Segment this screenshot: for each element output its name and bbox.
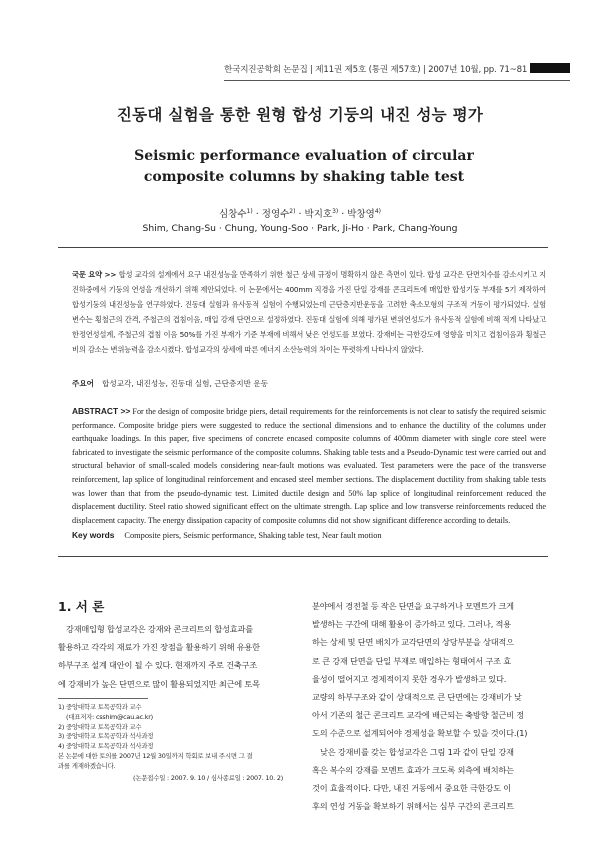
author-4: 박창영	[347, 209, 375, 220]
author-4-mark: 4)	[374, 207, 381, 215]
body-line: 것이 효율적이다. 다만, 내진 거동에서 중요한 극한강도 이	[312, 783, 511, 794]
footnote-item: 2) 중앙대학교 토목공학과 교수	[58, 722, 142, 731]
body-line: 발생하는 구간에 대해 활용이 증가하고 있다. 그러나, 적용	[312, 619, 511, 630]
keywords-english	[72, 530, 546, 540]
author-separator: ·	[295, 209, 305, 220]
author-2: 정영수	[261, 209, 290, 220]
keywords-korean-label: 주요어	[72, 379, 95, 388]
abstract-english-label: ABSTRACT >>	[72, 406, 131, 416]
abstract-bottom-rule	[58, 556, 548, 557]
body-line: 율성이 떨어지고 경제적이지 못한 경우가 발생하고 있다.	[312, 673, 507, 684]
footnote-item: 1) 중앙대학교 토목공학과 교수	[58, 703, 142, 711]
keywords-english-label: Key words	[72, 530, 115, 540]
body-line: 낮은 강재비를 갖는 합성교각은 그림 1과 같이 단일 강재	[320, 746, 514, 757]
body-line: 교량의 하부구조와 같이 상대적으로 큰 단면에는 강재비가 낮	[312, 692, 522, 703]
abstract-korean-label: 국문 요약 >>	[72, 270, 117, 279]
abstract-korean-text: 합성 교각의 설계에서 요구 내진성능을 만족하기 위한 철근 상세 규정이 명확하지 않은 측면이 있다. 합성 교각은 단면치수를 감소시키고 지진하중에서 기둥의 연성을 개선하기 위해 제안되었다. 이 논문에서는 400mm 직경을 가진 단일 강재를 콘크리트에 매입한 합성기둥 부재를 5기 제작하여 합성기둥의 내진성능을 연구하였다. 진동대 실험과 유사동적 실험이 수행되었는데 근단층지반운동을 고려한 축소모형의 구조적 거동이 평가되었다. 실험 변수는 횡철근의 간격, 주철근의 겹침이음, 매입 강재 단면으로 설정하였다. 진동대 실험에 의해 평가된 변위연성도가 유사동적 실험에 비해 적게 나타났고 한정연성설계, 주철근의 겹침 이음 50%를 가진 부재가 기준 부재에 비해서 낮은 연성도를 보였다. 강재비는 극한강도에 영향을 미치고 겹침이음과 횡철근 비의 감소는 변위능력을 감소시켰다. 합성교각의 상세에 따른 에너지 소산능력의 차이는 뚜렷하게 나타나지 않았다.	[72, 270, 547, 355]
footnote-item: 4) 중앙대학교 토목공학과 석사과정	[58, 742, 154, 751]
journal-header	[224, 63, 574, 77]
section-heading-introduction: 1. 서 론	[58, 599, 105, 614]
body-line: 혹은 복수의 강재를 모멘트 효과가 크도록 외측에 배치하는	[312, 764, 514, 775]
author-1-mark: 1)	[246, 207, 253, 215]
body-line: 로 큰 강재 단면을 단일 부재로 매입하는 형태여서 구조 효	[312, 655, 511, 666]
footnote-item: 3) 중앙대학교 토목공학과 석사과정	[58, 732, 154, 741]
body-line: 에 강재비가 높은 단면으로 많이 활용되었지만 최근에 토목	[58, 678, 260, 689]
abstract-korean	[72, 267, 546, 358]
footnote-item: 과를 게재하겠습니다.	[58, 761, 116, 770]
keywords-korean	[72, 378, 546, 389]
redacted-block	[530, 63, 570, 73]
body-line: 하부구조 설계 대안이 될 수 있다. 현재까지 주로 건축구조	[58, 660, 257, 671]
body-line: 분야에서 경전철 등 작은 단면을 요구하거나 모멘트가 크게	[312, 601, 514, 611]
footnote-item: (대표저자: csshim@cau.ac.kr)	[66, 712, 153, 721]
title-english: Seismic performance evaluation of circular composite columns by shaking table test	[134, 148, 474, 185]
author-2-mark: 2)	[289, 207, 296, 215]
title-korean: 진동대 실험을 통한 원형 합성 기둥의 내진 성능 평가	[116, 106, 484, 124]
keywords-korean-text: 합성교각, 내진성능, 진동대 실험, 근단층지반 운동	[102, 379, 269, 388]
body-line: 도의 수준으로 설계되어야 경제성을 확보할 수 있을 것이다.(1)	[312, 728, 528, 739]
author-separator: ·	[252, 209, 262, 220]
footnote-item: 본 논문에 대한 토의를 2007년 12월 30일까지 학회로 보내 주시면 그 결	[58, 751, 253, 760]
author-3: 박지호	[304, 209, 333, 220]
abstract-top-rule	[58, 247, 548, 248]
author-3-mark: 3)	[332, 207, 339, 215]
received-dates: (논문접수일 : 2007. 9. 10 / 심사종료일 : 2007. 10. 2)	[133, 773, 283, 782]
journal-citation: 한국지진공학회 논문집 | 제11권 제5호 (통권 제57호) | 2007년 10월, pp. 71~81	[224, 65, 528, 75]
body-line: 강재매입형 합성교각은 강재와 콘크리트의 합성효과를	[66, 624, 253, 634]
body-line: 후의 연성 거동을 확보하기 위해서는 심부 구간의 콘크리트	[312, 801, 514, 812]
footnote-rule	[58, 698, 148, 699]
body-left-column	[58, 620, 298, 693]
header-rule	[224, 80, 570, 81]
abstract-english	[72, 405, 546, 527]
body-line: 하는 상세 및 단면 배치가 교각단면의 상당부분을 상대적으	[312, 637, 514, 648]
body-line: 아서 기존의 철근 콘크리트 교각에 배근되는 축방향 철근비 정	[312, 710, 524, 721]
author-1: 심창수	[219, 209, 247, 220]
authors-english: Shim, Chang-Su · Chung, Young-Soo · Park, Ji-Ho · Park, Chang-Young	[142, 223, 458, 234]
author-separator: ·	[338, 209, 348, 220]
authors-korean	[0, 206, 600, 220]
body-line: 활용하고 각각의 재료가 가진 장점을 활용하기 위해 유용한	[58, 642, 260, 653]
keywords-english-text: Composite piers, Seismic performance, Shaking table test, Near fault motion	[124, 531, 382, 540]
body-right-column	[312, 597, 550, 815]
abstract-english-text: For the design of composite bridge piers, detail requirements for the reinforcements is not clear to satisfy the required seismic performance. Composite bridge piers were suggested to reduce the sectional dimensions and to enhance the ductility of the columns under earthquake loadings. In this paper, five specimens of concrete encased composite columns of 400mm diameter with single core steel were fabricated to investigate the seismic performance of the composite columns. Shaking table tests and a Pseudo-Dynamic test were carried out and structural behavior of small-scaled models considering near-fault motions was evaluated. Test parameters were the pace of the transverse reinforcement, lap splice of longitudinal reinforcement and encased steel member sections. The displacement ductility from shaking table tests was lower than that from the pseudo-dynamic test. Limited ductile design and 50% lap splice of longitudinal reinforcement reduced the displacement ductility. Steel ratio showed significant effect on the ultimate strength. Lap splice and low transverse reinforcements reduced the displacement capacity. The energy dissipation capacity of composite columns did not show significant difference according to details.	[72, 407, 547, 525]
footnotes	[58, 703, 303, 783]
